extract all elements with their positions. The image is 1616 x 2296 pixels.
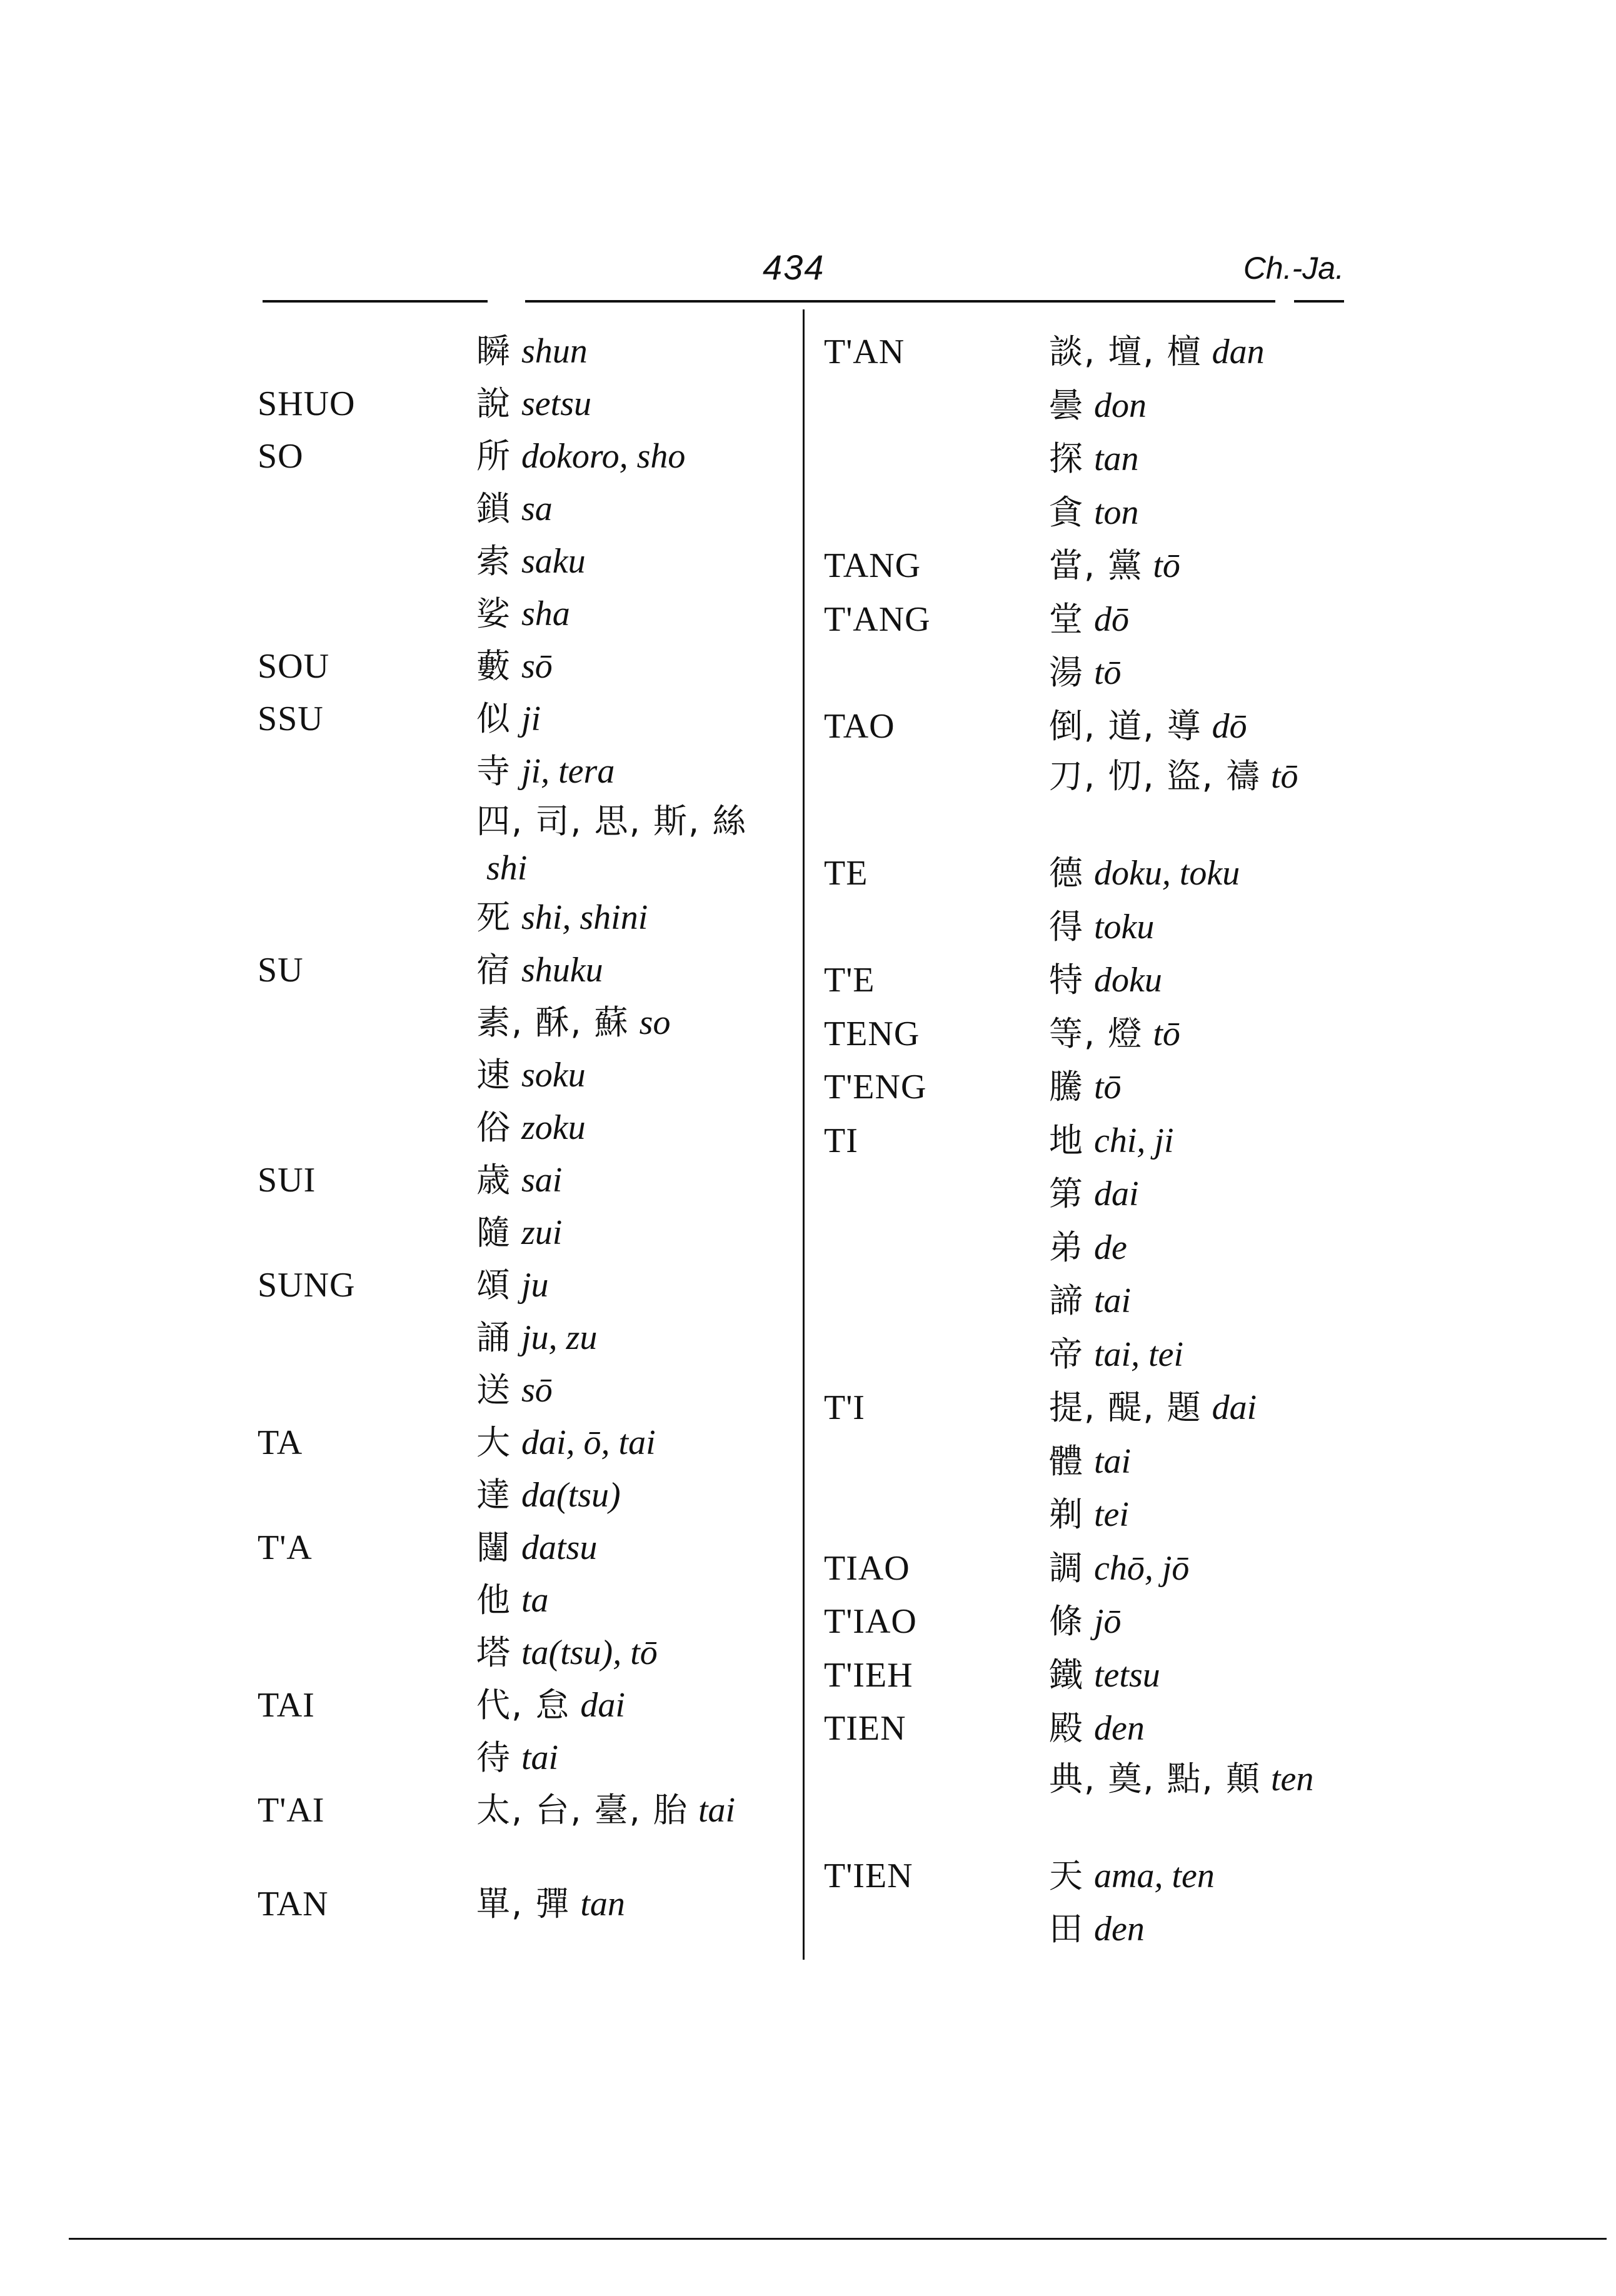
entry-syllable: T'IEN [824, 1856, 913, 1895]
entry-syllable: TA [258, 1423, 303, 1462]
dictionary-entry [824, 900, 1362, 954]
entry-gloss [476, 1259, 795, 1311]
entry-reading: doku, toku [1094, 854, 1240, 893]
entry-characters: 大 [476, 1423, 511, 1462]
entry-characters: 剃 [1049, 1495, 1084, 1534]
dictionary-entry [824, 1221, 1362, 1275]
entry-gloss [476, 1878, 795, 1930]
entry-characters: 得 [1049, 906, 1084, 946]
entry-reading: sa [521, 489, 553, 528]
entry-characters: 似 [476, 699, 511, 738]
entry-gloss [1049, 1542, 1362, 1596]
entry-reading: tō [1271, 757, 1298, 796]
entry-reading: sai [521, 1161, 563, 1200]
entry-characters: 弟 [1049, 1227, 1084, 1267]
dictionary-entry [824, 486, 1362, 539]
entry-gloss [1049, 1381, 1362, 1435]
entry-gloss [1049, 1755, 1362, 1803]
header-rule-right [1294, 300, 1344, 303]
entry-gloss [476, 693, 795, 745]
dictionary-entry [258, 944, 795, 996]
entry-reading: ta [521, 1581, 549, 1620]
entry-reading: shuku [521, 951, 603, 990]
entry-syllable: TANG [824, 546, 921, 585]
entry-gloss [1049, 432, 1362, 486]
entry-gloss [1049, 1114, 1362, 1168]
dictionary-entry [824, 1060, 1362, 1114]
entry-reading: chi, ji [1094, 1121, 1174, 1160]
entry-characters: 調 [1049, 1548, 1084, 1588]
entry-reading: ten [1271, 1759, 1314, 1798]
entry-gloss [476, 1574, 795, 1627]
entry-characters: 倒, 道, 導 [1049, 706, 1202, 746]
entry-gloss [476, 1679, 795, 1732]
entry-reading: doku [1094, 961, 1162, 1000]
entry-reading: dai [1212, 1388, 1257, 1427]
column-divider [803, 309, 805, 1960]
entry-characters: 騰 [1049, 1067, 1084, 1106]
entry-gloss [1049, 1221, 1362, 1275]
entry-reading: setsu [521, 384, 591, 423]
entry-characters: 探 [1049, 439, 1084, 478]
entry-reading: tetsu [1094, 1655, 1160, 1695]
entry-characters: 娑 [476, 594, 511, 633]
entry-syllable: TAN [258, 1885, 329, 1923]
dictionary-entry [824, 379, 1362, 433]
entry-characters: 待 [476, 1738, 511, 1777]
entry-syllable: SO [258, 437, 304, 476]
entry-gloss [1049, 699, 1362, 754]
section-label: Ch.-Ja. [1243, 251, 1344, 286]
entry-syllable: T'IEH [824, 1655, 913, 1695]
entry-characters: 說 [476, 384, 511, 423]
dictionary-entry [258, 1154, 795, 1206]
entry-reading: tan [580, 1885, 625, 1923]
left-column [258, 325, 795, 1930]
entry-reading: ta(tsu), tō [521, 1633, 658, 1672]
entry-reading: ama, ten [1094, 1856, 1215, 1895]
entry-reading: shun [521, 332, 588, 371]
entry-syllable: T'AN [824, 333, 905, 371]
entry-gloss [1049, 539, 1362, 593]
entry-characters: 等, 燈 [1049, 1013, 1143, 1053]
dictionary-entry [824, 846, 1362, 900]
entry-characters: 速 [476, 1055, 511, 1095]
entry-characters: 堂 [1049, 599, 1084, 639]
entry-reading: dan [1212, 333, 1265, 371]
dictionary-entry [258, 1679, 795, 1732]
dictionary-entry [258, 535, 795, 588]
entry-reading: tō [1153, 546, 1180, 585]
dictionary-entry [258, 891, 795, 944]
entry-characters: 塔 [476, 1633, 511, 1672]
entry-characters: 索 [476, 541, 511, 581]
entry-gloss [1049, 753, 1362, 800]
entry-reading: ju [521, 1266, 549, 1305]
entry-gloss [476, 535, 795, 588]
dictionary-entry [258, 1311, 795, 1364]
entry-reading: shi [486, 849, 528, 888]
entry-gloss [1049, 593, 1362, 647]
dictionary-entry [258, 588, 795, 640]
entry-characters: 談, 壇, 檀 [1049, 332, 1202, 371]
dictionary-entry [824, 325, 1362, 379]
dictionary-entry [824, 1702, 1362, 1755]
entry-reading: dō [1212, 706, 1247, 746]
entry-characters: 四, 司, 思, 斯, 絲 [476, 801, 748, 841]
entry-gloss [476, 996, 795, 1049]
entry-characters: 第 [1049, 1174, 1084, 1213]
entry-gloss [476, 1521, 795, 1574]
dictionary-entry [258, 483, 795, 535]
entry-gloss [476, 430, 795, 483]
entry-characters: 湯 [1049, 653, 1084, 692]
dictionary-entry [258, 325, 795, 378]
entry-gloss [1049, 900, 1362, 955]
entry-characters: 提, 醍, 題 [1049, 1388, 1202, 1427]
entry-gloss [476, 378, 795, 430]
entry-reading: datsu [521, 1528, 598, 1567]
dictionary-entry [258, 798, 795, 891]
dictionary-entry [258, 1101, 795, 1154]
entry-gloss [476, 944, 795, 996]
entry-characters: 達 [476, 1475, 511, 1515]
entry-gloss [476, 588, 795, 640]
entry-reading: de [1094, 1228, 1127, 1267]
entry-syllable: SOU [258, 647, 330, 686]
entry-reading: ton [1094, 493, 1139, 532]
entry-characters: 地 [1049, 1120, 1084, 1160]
entry-reading: den [1094, 1910, 1145, 1948]
entry-characters: 鎖 [476, 489, 511, 528]
entry-gloss [1049, 1060, 1362, 1115]
entry-reading: soku [521, 1056, 586, 1095]
dictionary-entry [258, 640, 795, 693]
entry-syllable: TENG [824, 1014, 920, 1053]
entry-syllable: T'E [824, 961, 875, 1000]
entry-reading: don [1094, 386, 1147, 425]
entry-characters: 俗 [476, 1108, 511, 1147]
dictionary-entry [258, 1878, 795, 1930]
entry-gloss [476, 1101, 795, 1154]
entry-characters: 歳 [476, 1160, 511, 1200]
dictionary-entry [824, 1902, 1362, 1956]
entry-reading: dokoro, sho [521, 437, 686, 476]
entry-gloss [1049, 325, 1362, 379]
dictionary-entry [824, 753, 1362, 846]
dictionary-entry [824, 539, 1362, 593]
entry-syllable: T'ENG [824, 1068, 927, 1106]
dictionary-entry [824, 646, 1362, 699]
entry-reading: tō [1094, 653, 1122, 692]
entry-characters: 頌 [476, 1265, 511, 1305]
entry-gloss [476, 798, 795, 892]
dictionary-entry [258, 1259, 795, 1311]
entry-reading: sō [521, 647, 553, 686]
entry-reading: dai, ō, tai [521, 1423, 656, 1462]
entry-characters: 德 [1049, 853, 1084, 893]
entry-reading: sha [521, 594, 570, 633]
right-column [824, 325, 1362, 1956]
entry-reading: tai, tei [1094, 1335, 1184, 1374]
entry-reading: dai [580, 1686, 625, 1725]
entry-characters: 寺 [476, 751, 511, 791]
entry-gloss [1049, 1902, 1362, 1957]
entry-reading: tai [698, 1791, 736, 1830]
entry-characters: 素, 酥, 蘇 [476, 1003, 630, 1042]
entry-characters: 當, 黨 [1049, 546, 1143, 585]
entry-characters: 曇 [1049, 385, 1084, 425]
entry-characters: 體 [1049, 1441, 1084, 1481]
entry-characters: 他 [476, 1580, 511, 1620]
entry-syllable: T'A [258, 1528, 313, 1567]
entry-syllable: T'IAO [824, 1602, 917, 1641]
entry-characters: 送 [476, 1370, 511, 1410]
entry-reading: da(tsu) [521, 1476, 621, 1515]
entry-characters: 所 [476, 436, 511, 476]
entry-reading: ju, zu [521, 1318, 598, 1357]
entry-gloss [1049, 1167, 1362, 1221]
entry-syllable: TIEN [824, 1709, 906, 1748]
dictionary-entry [258, 693, 795, 745]
dictionary-entry [824, 699, 1362, 753]
entry-gloss [476, 1732, 795, 1784]
entry-gloss [476, 1154, 795, 1206]
entry-reading: chō, jō [1094, 1548, 1190, 1588]
entry-reading: tan [1094, 439, 1139, 478]
entry-reading: dai [1094, 1175, 1139, 1213]
entry-reading: sō [521, 1371, 553, 1410]
dictionary-entry [258, 1049, 795, 1101]
entry-gloss [476, 640, 795, 693]
dictionary-entry [258, 430, 795, 483]
entry-reading: ji [521, 699, 541, 738]
page-number: 434 [763, 248, 825, 287]
entry-syllable: T'AI [258, 1791, 325, 1830]
dictionary-entry [824, 1328, 1362, 1381]
dictionary-entry [258, 378, 795, 430]
entry-reading: dō [1094, 599, 1129, 639]
entry-gloss [1049, 1274, 1362, 1328]
dictionary-entry [824, 1274, 1362, 1328]
dictionary-entry [258, 1784, 795, 1878]
dictionary-entry [258, 1206, 795, 1259]
entry-gloss [1049, 1007, 1362, 1061]
entry-reading: tai [521, 1738, 559, 1777]
entry-syllable: SU [258, 951, 304, 990]
entry-characters: 貪 [1049, 492, 1084, 532]
entry-syllable: TI [824, 1121, 858, 1160]
dictionary-entry [824, 1595, 1362, 1648]
entry-characters: 條 [1049, 1602, 1084, 1641]
entry-characters: 鐵 [1049, 1655, 1084, 1695]
entry-gloss [476, 483, 795, 535]
dictionary-entry [824, 1007, 1362, 1061]
dictionary-entry [258, 1627, 795, 1679]
entry-syllable: TE [824, 854, 868, 893]
entry-gloss [476, 1627, 795, 1679]
entry-syllable: TIAO [824, 1548, 910, 1588]
entry-gloss [476, 325, 795, 378]
entry-reading: jō [1094, 1602, 1122, 1641]
dictionary-entry [258, 1364, 795, 1416]
dictionary-entry [824, 1648, 1362, 1702]
entry-gloss [1049, 1595, 1362, 1649]
entry-gloss [1049, 1435, 1362, 1489]
entry-gloss [476, 1787, 795, 1834]
entry-characters: 刀, 忉, 盜, 禱 [1049, 756, 1261, 796]
entry-reading: shi, shini [521, 898, 648, 937]
entry-characters: 單, 彈 [476, 1884, 571, 1923]
dictionary-entry [824, 1114, 1362, 1168]
entry-characters: 瞬 [476, 331, 511, 371]
entry-reading: tō [1153, 1014, 1180, 1053]
dictionary-entry [258, 1416, 795, 1469]
dictionary-entry [824, 1488, 1362, 1542]
entry-syllable: T'I [824, 1388, 865, 1427]
entry-characters: 宿 [476, 950, 511, 990]
entry-characters: 特 [1049, 960, 1084, 1000]
entry-reading: toku [1094, 907, 1155, 946]
dictionary-entry [258, 1574, 795, 1627]
entry-gloss [1049, 953, 1362, 1008]
entry-gloss [476, 1416, 795, 1469]
entry-syllable: SUI [258, 1161, 316, 1200]
dictionary-entry [824, 1755, 1362, 1849]
entry-characters: 典, 奠, 點, 顛 [1049, 1758, 1261, 1798]
entry-gloss [1049, 846, 1362, 901]
entry-gloss [1049, 1849, 1362, 1903]
entry-characters: 帝 [1049, 1334, 1084, 1374]
entry-gloss [476, 745, 795, 798]
header-rule-middle [525, 300, 1275, 303]
page-header [263, 241, 1344, 309]
dictionary-entry [258, 1521, 795, 1574]
entry-reading: zui [521, 1213, 563, 1252]
entry-syllable: T'ANG [824, 599, 931, 639]
entry-syllable: TAO [824, 706, 895, 746]
entry-characters: 太, 台, 臺, 胎 [476, 1790, 688, 1830]
dictionary-entry [824, 1435, 1362, 1488]
entry-characters: 殿 [1049, 1708, 1084, 1748]
entry-gloss [476, 1469, 795, 1521]
entry-gloss [476, 1206, 795, 1259]
entry-syllable: SUNG [258, 1266, 356, 1305]
entry-reading: tei [1094, 1495, 1129, 1534]
entry-reading: ji, tera [521, 752, 615, 791]
dictionary-entry [258, 1469, 795, 1521]
entry-gloss [1049, 1702, 1362, 1756]
entry-reading: tai [1094, 1281, 1132, 1320]
dictionary-entry [824, 1381, 1362, 1435]
entry-gloss [1049, 1648, 1362, 1703]
entry-characters: 死 [476, 898, 511, 937]
dictionary-entry [824, 1849, 1362, 1903]
entry-characters: 田 [1049, 1909, 1084, 1948]
header-rule-left [263, 300, 488, 303]
entry-reading: zoku [521, 1108, 586, 1147]
dictionary-entry [824, 1167, 1362, 1221]
entry-characters: 誦 [476, 1318, 511, 1357]
entry-syllable: SHUO [258, 384, 356, 423]
entry-characters: 闥 [476, 1528, 511, 1567]
entry-characters: 天 [1049, 1855, 1084, 1895]
dictionary-entry [258, 996, 795, 1049]
entry-gloss [1049, 379, 1362, 433]
entry-gloss [476, 1364, 795, 1416]
entry-reading: saku [521, 542, 586, 581]
entry-syllable: SSU [258, 699, 324, 738]
entry-characters: 隨 [476, 1213, 511, 1252]
entry-characters: 代, 怠 [476, 1685, 571, 1725]
entry-syllable: TAI [258, 1686, 315, 1725]
entry-characters: 藪 [476, 646, 511, 686]
bottom-rule [69, 2238, 1607, 2240]
entry-reading: tō [1094, 1068, 1122, 1106]
entry-gloss [476, 1311, 795, 1364]
dictionary-entry [824, 593, 1362, 646]
dictionary-entry [258, 1732, 795, 1784]
dictionary-entry [824, 1542, 1362, 1595]
entry-reading: tai [1094, 1441, 1132, 1481]
entry-gloss [1049, 1328, 1362, 1382]
entry-gloss [476, 891, 795, 944]
entry-reading: so [639, 1003, 671, 1042]
dictionary-entry [258, 745, 795, 798]
dictionary-entry [824, 432, 1362, 486]
entry-gloss [1049, 486, 1362, 540]
entry-gloss [476, 1049, 795, 1101]
entry-characters: 諦 [1049, 1281, 1084, 1320]
dictionary-entry [824, 953, 1362, 1007]
entry-gloss [1049, 646, 1362, 700]
entry-gloss [1049, 1488, 1362, 1542]
entry-reading: den [1094, 1709, 1145, 1748]
